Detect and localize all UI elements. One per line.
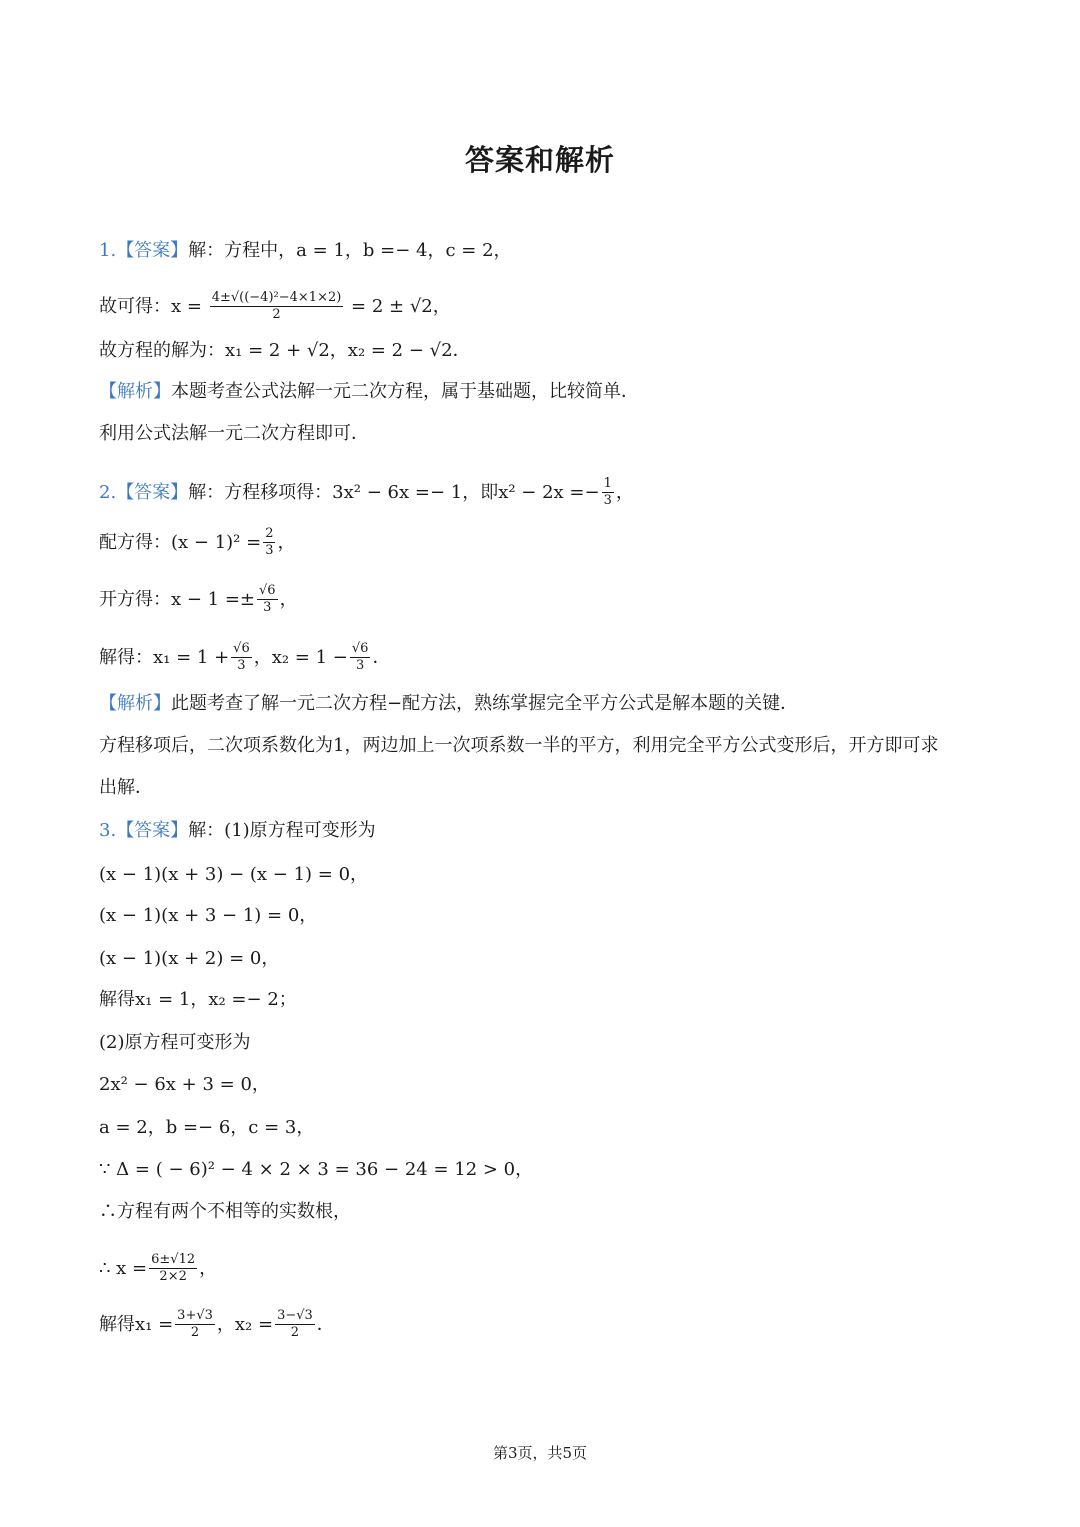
q2-fraction-4b (350, 641, 371, 675)
q2-fraction-4a (231, 641, 252, 675)
q3-line-8: a = 2，b =− 6，c = 3， (99, 1117, 315, 1138)
q1-line-3: 故方程的解为：x₁ = 2 + √2，x₂ = 2 − √2． (99, 340, 471, 361)
q3-line-5: 解得x₁ = 1，x₂ =− 2； (99, 989, 297, 1010)
q1-number: 1. (99, 240, 117, 261)
q3-fraction-12b-denominator: 2 (290, 1325, 300, 1341)
q3-text-11: ∴ x = (99, 1257, 148, 1279)
q2-fraction-2 (263, 526, 275, 560)
q2-fraction-1 (602, 476, 614, 510)
q2-fraction-1-denominator: 3 (603, 493, 612, 509)
q2-text-3-end: ， (279, 588, 298, 610)
q1-text-2b: = 2 ± √2， (351, 295, 451, 317)
q1-line-5: 利用公式法解一元二次方程即可． (99, 423, 369, 444)
q1-text-2a: 故可得：x = (99, 295, 202, 317)
q3-fraction-12a-denominator: 2 (190, 1325, 200, 1341)
q3-fraction-12a-numerator: 3+√3 (175, 1308, 215, 1325)
q2-text-1-end: ， (615, 481, 634, 503)
q2-fraction-4a-numerator: √6 (231, 641, 252, 658)
q3-answer-tag: 【答案】 (116, 820, 189, 841)
q1-fraction-numerator: 4±√((−4)²−4×1×2) (210, 290, 344, 307)
q3-text-12b: ，x₂ = (216, 1313, 274, 1335)
q1-fraction-denominator: 2 (272, 307, 281, 323)
q3-line-2: (x − 1)(x + 3) − (x − 1) = 0， (99, 864, 369, 885)
q3-line-6: (2)原方程可变形为 (99, 1032, 251, 1053)
q2-fraction-3 (257, 583, 278, 617)
q3-fraction-12b (275, 1308, 315, 1342)
q2-text-2-end: ， (277, 531, 296, 553)
q2-fraction-1-numerator: 1 (602, 476, 614, 493)
q1-line-2 (99, 290, 451, 324)
q2-line-4 (99, 641, 390, 675)
q2-text-3: 开方得：x − 1 =± (99, 588, 256, 610)
q3-text-11-end: ， (199, 1257, 218, 1279)
q3-line-7: 2x² − 6x + 3 = 0， (99, 1074, 270, 1095)
q1-line-4 (99, 383, 639, 401)
q2-fraction-4a-denominator: 3 (237, 658, 246, 674)
q3-line-9: ∵ Δ = ( − 6)² − 4 × 2 × 3 = 36 − 24 = 12 > 0， (99, 1159, 534, 1180)
q2-line-5 (99, 695, 798, 713)
q2-text-4-end: ． (372, 646, 391, 668)
q3-line-10: ∴方程有两个不相等的实数根， (99, 1201, 351, 1222)
q2-fraction-3-numerator: √6 (257, 583, 278, 600)
q3-number: 3. (99, 820, 117, 841)
q1-line-1 (99, 242, 512, 260)
q2-line-1 (99, 476, 634, 510)
q3-text-12a: 解得x₁ = (99, 1313, 174, 1335)
q1-fraction (210, 290, 344, 324)
q3-fraction-12b-numerator: 3−√3 (275, 1308, 315, 1325)
q2-fraction-3-denominator: 3 (263, 600, 272, 616)
q3-line-11 (99, 1252, 217, 1286)
q2-line-6: 方程移项后，二次项系数化为1，两边加上一次项系数一半的平方，利用完全平方公式变形后，开方即可求 (99, 735, 939, 756)
q2-analysis-tag: 【解析】 (99, 693, 171, 714)
q2-fraction-2-denominator: 3 (265, 543, 274, 559)
q2-text-4b: ，x₂ = 1 − (253, 646, 348, 668)
q2-fraction-2-numerator: 2 (263, 526, 275, 543)
q3-line-3: (x − 1)(x + 3 − 1) = 0， (99, 905, 318, 926)
q1-text-4: 本题考查公式法解一元二次方程，属于基础题，比较简单． (171, 381, 639, 402)
q2-fraction-4b-denominator: 3 (356, 658, 365, 674)
q2-answer-tag: 【答案】 (116, 481, 189, 503)
q3-fraction-11 (149, 1252, 197, 1286)
q2-text-2: 配方得：(x − 1)² = (99, 531, 262, 553)
q2-line-3 (99, 583, 298, 617)
q3-fraction-11-denominator: 2×2 (159, 1269, 187, 1285)
q2-fraction-4b-numerator: √6 (350, 641, 371, 658)
q2-line-7: 出解． (99, 777, 153, 798)
q2-line-2 (99, 526, 295, 560)
q3-text-12-end: ． (316, 1313, 335, 1335)
page-footer: 第3页，共5页 (492, 1444, 588, 1462)
q2-text-4a: 解得：x₁ = 1 + (99, 646, 230, 668)
q1-analysis-tag: 【解析】 (99, 381, 171, 402)
q1-text-1: 解：方程中，a = 1，b =− 4，c = 2， (188, 240, 512, 261)
q1-answer-tag: 【答案】 (116, 240, 189, 261)
q3-fraction-12a (175, 1308, 215, 1342)
q3-text-1: 解：(1)原方程可变形为 (188, 820, 376, 841)
q2-number: 2. (99, 481, 117, 503)
q3-line-1 (99, 822, 376, 840)
page-title: 答案和解析 (464, 143, 615, 177)
q2-text-5: 此题考查了解一元二次方程−配方法，熟练掌握完全平方公式是解本题的关键． (171, 693, 799, 714)
q2-text-1: 解：方程移项得：3x² − 6x =− 1，即x² − 2x =− (188, 481, 600, 503)
q3-line-4: (x − 1)(x + 2) = 0， (99, 948, 280, 969)
q3-fraction-11-numerator: 6±√12 (149, 1252, 197, 1269)
q3-line-12 (99, 1308, 335, 1342)
